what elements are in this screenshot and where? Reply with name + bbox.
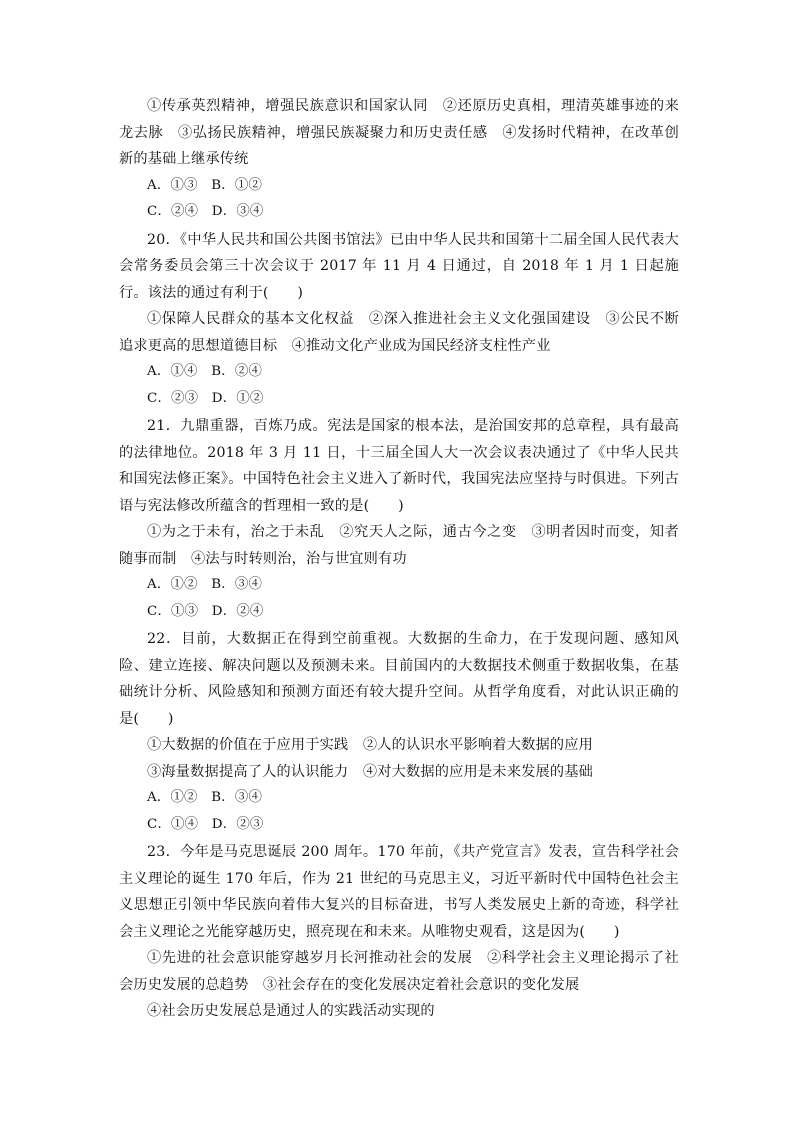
answer-options-row-1: A．①② B．③④ — [147, 790, 263, 805]
answer-options-row-2: C．①③ D．②④ — [147, 603, 264, 619]
question-22 — [119, 626, 679, 838]
question-statement-4: ④社会历史发展总是通过人的实践活动实现的 — [147, 1003, 435, 1019]
question-stem: 23．今年是马克思诞辰 200 周年。170 年前，《共产党宣言》发表，宣告科学社会主义理论的诞生 170 年后，作为 21 世纪的马克思主义，习近平新时代中国特色社会主义思想正引领中华民族向着伟大复兴的目标奋进，书写人类发展史上新的奇迹，科学社会主义理论之光能穿越历史，照亮现在和未来。从唯物史观看，这是因为( ) — [119, 844, 679, 940]
answer-options-row-2: C．①④ D．②③ — [147, 816, 264, 832]
question-stem: 21．九鼎重器，百炼乃成。宪法是国家的根本法，是治国安邦的总章程，具有最高的法律地位。2018 年 3 月 11 日，十三届全国人大一次会议表决通过了《中华人民共和国宪法修正案》。中国特色社会主义进入了新时代，我国宪法应坚持与时俱进。下列古语与宪法修改所蕴含的哲理相一致的是( ) — [119, 418, 679, 514]
answer-options-row-2: C．②④ D．③④ — [147, 204, 264, 219]
answer-options-row-1: A．①② B．③④ — [147, 577, 263, 592]
question-statements: ①传承英烈精神，增强民族意识和国家认同 ②还原历史真相，理清英雄事迹的来龙去脉 ③弘扬民族精神，增强民族凝聚力和历史责任感 ④发扬时代精神，在改革创新的基础上继承传统 — [119, 98, 679, 167]
question-21 — [119, 413, 679, 625]
answer-options-row-2: C．②③ D．①② — [147, 390, 264, 406]
question-20 — [119, 227, 679, 413]
question-stem: 20．《中华人民共和国公共图书馆法》已由中华人民共和国第十二届全国人民代表大会常务委员会第三十次会议于 2017 年 11 月 4 日通过，自 2018 年 1 月 1 日起施行。该法的通过有利于( ) — [119, 231, 679, 301]
question-statements-line-1: ①大数据的价值在于应用于实践 ②人的认识水平影响着大数据的应用 — [147, 737, 594, 753]
question-statements: ①先进的社会意识能穿越岁月长河推动社会的发展 ②科学社会主义理论揭示了社会历史发展的总趋势 ③社会存在的变化发展决定着社会意识的变化发展 — [119, 950, 679, 993]
question-stem: 22．目前，大数据正在得到空前重视。大数据的生命力，在于发现问题、感知风险、建立连接、解决问题以及预测未来。目前国内的大数据技术侧重于数据收集，在基础统计分析、风险感知和预测方面还有较大提升空间。从哲学角度看，对此认识正确的是( ) — [119, 631, 679, 727]
answer-options-row-1: A．①③ B．①② — [147, 177, 263, 193]
question-content — [119, 92, 679, 1025]
question-statements-line-2: ③海量数据提高了人的认识能力 ④对大数据的应用是未来发展的基础 — [147, 763, 594, 780]
question-19-continued — [119, 93, 679, 226]
question-statements: ①保障人民群众的基本文化权益 ②深入推进社会主义文化强国建设 ③公民不断追求更高的思想道德目标 ④推动文化产业成为国民经济支柱性产业 — [119, 311, 679, 354]
question-23 — [119, 839, 679, 1025]
answer-options-row-1: A．①④ B．②④ — [147, 364, 263, 379]
question-statements: ①为之于未有，治之于未乱 ②究天人之际，通古今之变 ③明者因时而变，知者随事而制 ④法与时转则治，治与世宜则有功 — [119, 524, 679, 567]
